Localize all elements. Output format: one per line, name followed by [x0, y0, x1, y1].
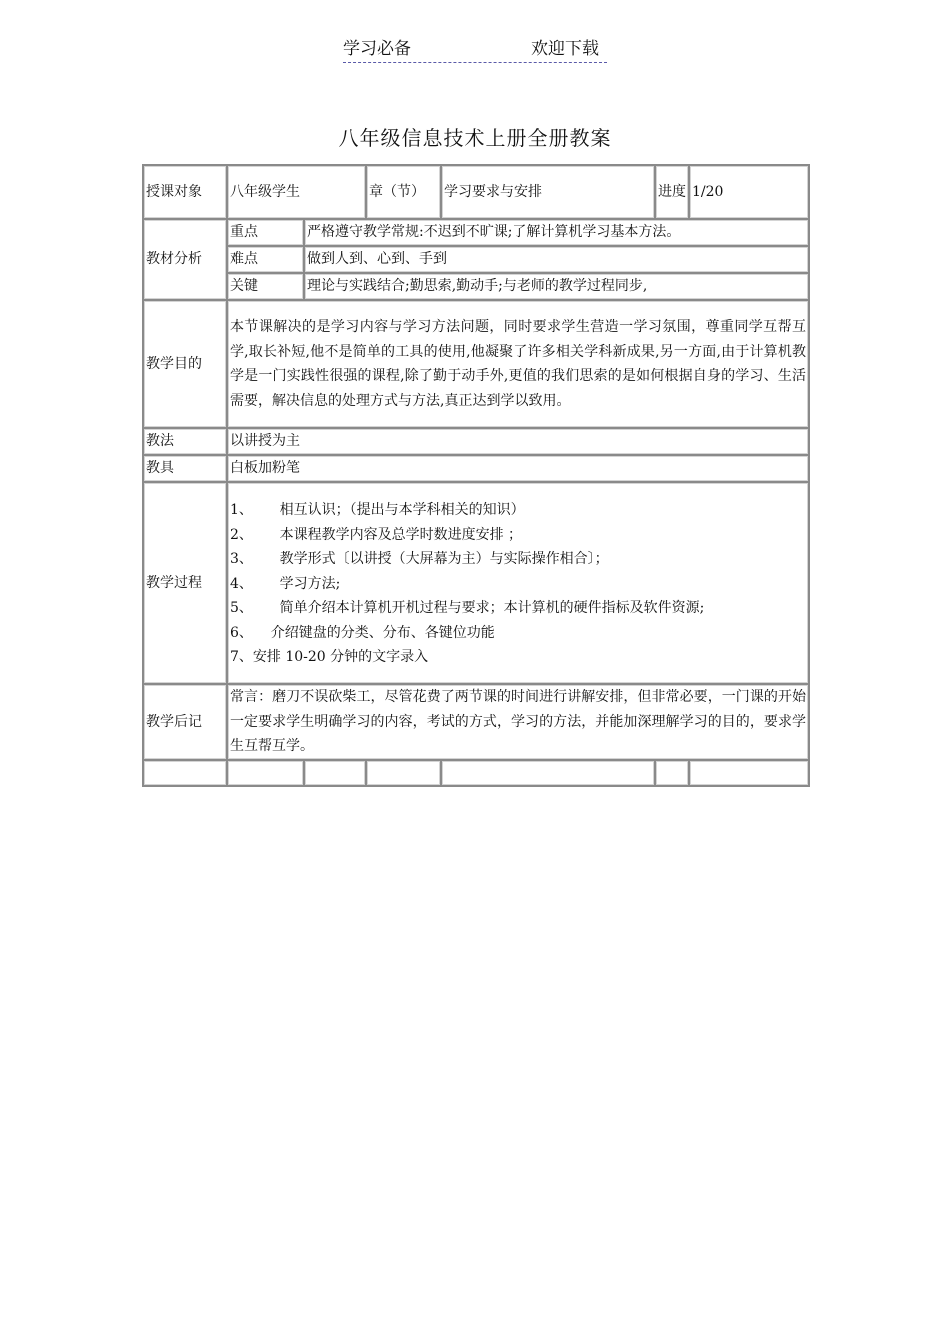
purpose-row — [143, 300, 809, 428]
analysis-row-crux — [143, 273, 809, 300]
process-item: 6、 介绍键盘的分类、分布、各键位功能 — [230, 624, 495, 641]
process-item: 2、 本课程教学内容及总学时数进度安排 ； — [230, 526, 523, 543]
purpose-label: 教学目的 — [143, 300, 227, 428]
target-label: 授课对象 — [143, 165, 227, 219]
empty-row — [143, 760, 809, 786]
process-item: 7、安排 10-20 分钟的文字录入 — [230, 649, 429, 666]
method-row — [143, 428, 809, 455]
process-row — [143, 482, 809, 684]
empty-cell — [655, 760, 689, 786]
lesson-plan-table — [142, 164, 810, 787]
process-item: 5、 简单介绍本计算机开机过程与要求；本计算机的硬件指标及软件资源; — [230, 600, 705, 617]
empty-cell — [366, 760, 441, 786]
process-item: 3、 教学形式〔以讲授（大屏幕为主）与实际操作相合〕； — [230, 551, 609, 568]
analysis-key-value: 严格遵守教学常规:不迟到不旷课;了解计算机学习基本方法。 — [304, 219, 809, 246]
analysis-difficulty-value: 做到人到、心到、手到 — [304, 246, 809, 273]
analysis-crux-label: 关键 — [227, 273, 304, 300]
method-label: 教法 — [143, 428, 227, 455]
analysis-row-key — [143, 219, 809, 246]
process-item: 4、 学习方法; — [230, 575, 341, 592]
header-right: 欢迎下载 — [531, 39, 599, 59]
analysis-row-difficulty — [143, 246, 809, 273]
process-list — [227, 482, 809, 684]
page-header — [343, 38, 607, 63]
postscript-row — [143, 684, 809, 760]
analysis-crux-value: 理论与实践结合;勤思索,勤动手;与老师的教学过程同步, — [304, 273, 809, 300]
empty-cell — [689, 760, 809, 786]
progress-label: 进度 — [655, 165, 689, 219]
process-item: 1、 相互认识；（提出与本学科相关的知识） — [230, 502, 525, 519]
tools-label: 教具 — [143, 455, 227, 482]
target-value: 八年级学生 — [227, 165, 366, 219]
analysis-label: 教材分析 — [143, 219, 227, 300]
empty-cell — [143, 760, 227, 786]
chapter-label: 章（节） — [366, 165, 441, 219]
empty-cell — [304, 760, 366, 786]
analysis-key-label: 重点 — [227, 219, 304, 246]
tools-value: 白板加粉笔 — [227, 455, 809, 482]
progress-value: 1/20 — [689, 165, 809, 219]
purpose-text: 本节课解决的是学习内容与学习方法问题，同时要求学生营造一学习氛围，尊重同学互帮互学,取长补短,他不是简单的工具的使用,他凝聚了许多相关学科新成果,另一方面,由于计算机教学是一门实践性很强的课程,除了勤于动手外,更值的我们思索的是如何根据自身的学习、生活需要，解决信息的处理方式与方法,真正达到学以致用。 — [227, 300, 809, 428]
method-value: 以讲授为主 — [227, 428, 809, 455]
tools-row — [143, 455, 809, 482]
postscript-text: 常言：磨刀不误砍柴工，尽管花费了两节课的时间进行讲解安排，但非常必要，一门课的开始一定要求学生明确学习的内容，考试的方式，学习的方法，并能加深理解学习的目的，要求学生互帮互学。 — [227, 684, 809, 760]
empty-cell — [227, 760, 304, 786]
empty-cell — [441, 760, 655, 786]
process-label: 教学过程 — [143, 482, 227, 684]
analysis-difficulty-label: 难点 — [227, 246, 304, 273]
row-header-info — [143, 165, 809, 219]
header-left: 学习必备 — [343, 39, 411, 59]
chapter-value: 学习要求与安排 — [441, 165, 655, 219]
postscript-label: 教学后记 — [143, 684, 227, 760]
document-title: 八年级信息技术上册全册教案 — [338, 126, 612, 150]
